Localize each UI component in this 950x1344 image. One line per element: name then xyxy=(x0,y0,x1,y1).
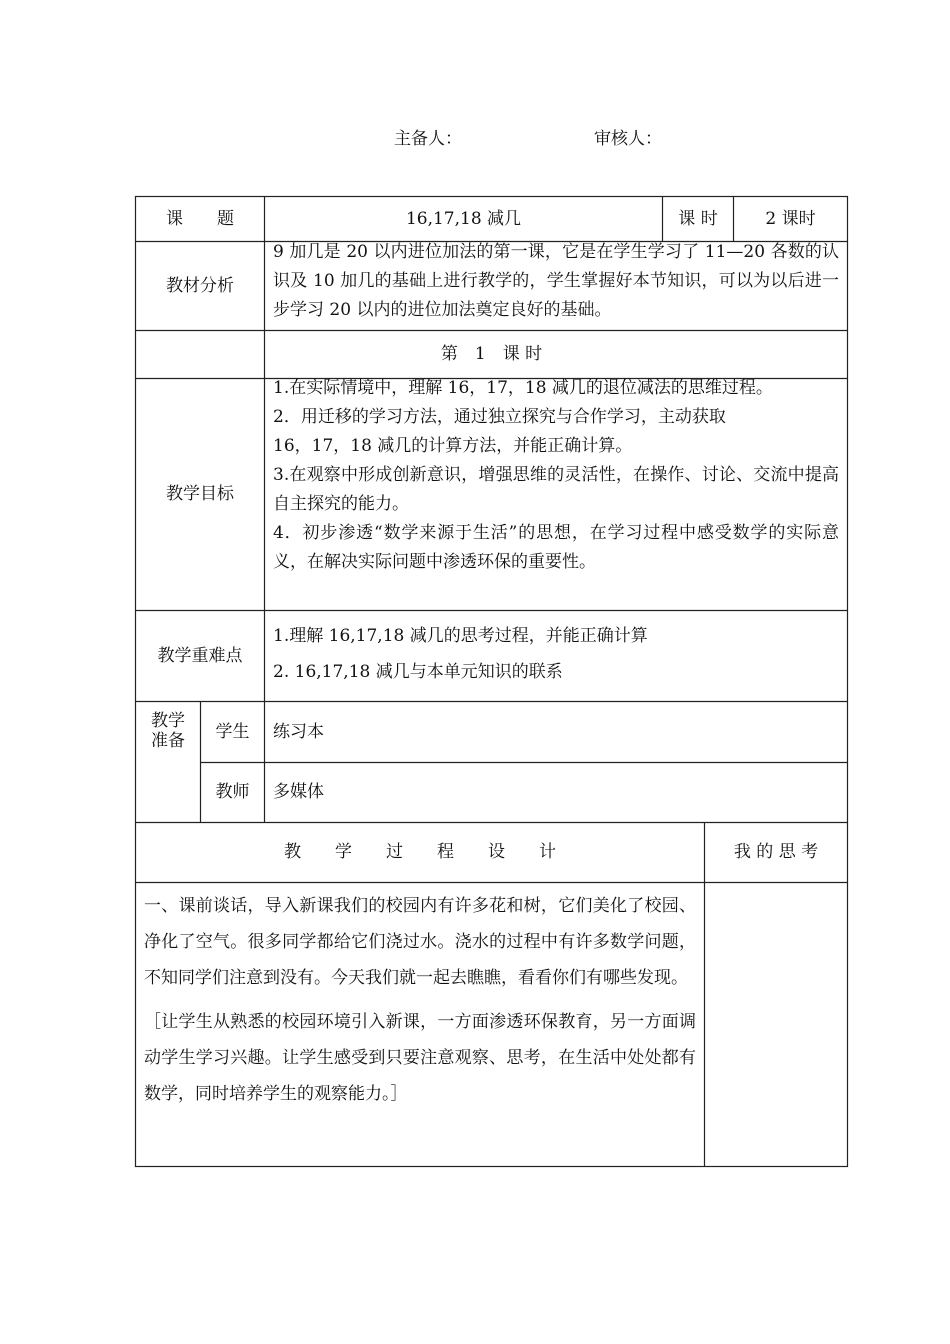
prep-label: 教学准备 xyxy=(151,711,185,751)
topic-label: 课 题 xyxy=(166,208,234,229)
reviewer-label: 审核人： xyxy=(594,129,662,149)
reflection-cell xyxy=(705,884,847,1166)
keypoints-label: 教学重难点 xyxy=(157,645,243,666)
lesson-header: 第 1 课 时 xyxy=(440,344,543,364)
hours-value: 2 课时 xyxy=(765,208,816,229)
keypoint-item: 2. 16,17,18 减几与本单元知识的联系 xyxy=(273,662,563,682)
goal-item: 16，17，18 减几的计算方法，并能正确计算。 xyxy=(273,436,633,456)
goals-list xyxy=(265,374,847,610)
process-header: 教 学 过 程 设 计 xyxy=(284,842,556,862)
analysis-label: 教材分析 xyxy=(166,275,234,296)
keypoint-item: 1.理解 16,17,18 减几的思考过程，并能正确计算 xyxy=(273,626,648,646)
goal-item: 4．初步渗透“数学来源于生活”的思想，在学习过程中感受数学的实际意义，在解决实际问题中渗透环保的重要性。 xyxy=(273,523,839,572)
hours-label: 课 时 xyxy=(678,208,718,229)
goal-item: 2．用迁移的学习方法，通过独立探究与合作学习，主动获取 xyxy=(273,407,726,427)
prep-teacher-label: 教师 xyxy=(215,782,250,802)
process-paragraph: ［让学生从熟悉的校园环境引入新课，一方面渗透环保教育，另一方面调动学生学习兴趣。让学生感受到只要注意观察、思考，在生活中处处都有数学，同时培养学生的观察能力。］ xyxy=(144,1012,696,1104)
prep-teacher-value: 多媒体 xyxy=(273,782,324,802)
process-paragraph: 一、课前谈话，导入新课我们的校园内有许多花和树，它们美化了校园、净化了空气。很多同学都给它们浇过水。浇水的过程中有许多数学问题，不知同学们注意到没有。今天我们就一起去瞧瞧，看看你们有哪些发现。 xyxy=(144,896,696,988)
keypoints-list xyxy=(265,618,847,698)
preparer-label: 主备人： xyxy=(394,129,462,149)
prep-student-label: 学生 xyxy=(215,721,250,742)
reflection-header: 我 的 思 考 xyxy=(733,842,819,862)
goal-item: 1.在实际情境中，理解 16，17，18 减几的退位减法的思维过程。 xyxy=(273,378,773,398)
topic-value: 16,17,18 减几 xyxy=(405,208,522,229)
process-body xyxy=(136,884,704,1166)
analysis-text: 9 加几是 20 以内进位加法的第一课，它是在学生学习了 11—20 各数的认识及 10 加几的基础上进行教学的，学生掌握好本节知识，可以为以后进一步学习 20 以内的进位加法奠定良好的基础。 xyxy=(273,242,839,320)
goal-item: 3.在观察中形成创新意识，增强思维的灵活性，在操作、讨论、交流中提高自主探究的能力。 xyxy=(273,465,839,514)
goals-label: 教学目标 xyxy=(166,484,234,504)
prep-student-value: 练习本 xyxy=(273,721,324,742)
